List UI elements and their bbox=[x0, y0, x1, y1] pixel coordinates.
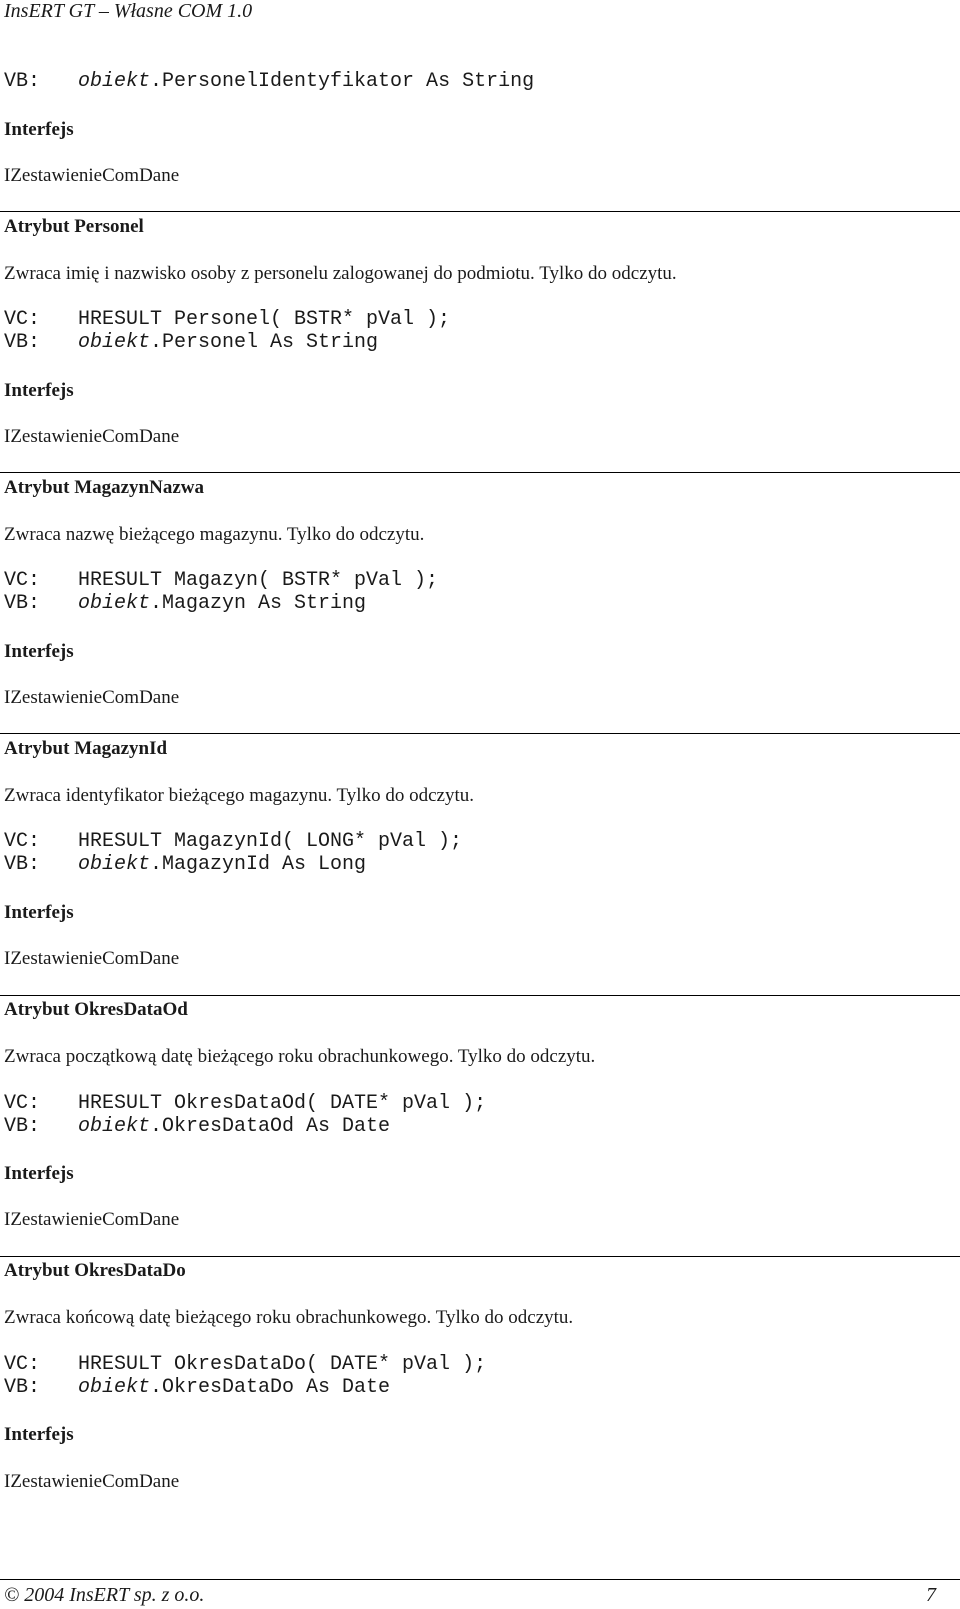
vc-line bbox=[4, 830, 462, 853]
section-title: Atrybut MagazynId bbox=[4, 738, 168, 759]
interface-label: Interfejs bbox=[4, 1163, 74, 1184]
section-description: Zwraca końcową datę bieżącego roku obrachunkowego. Tylko do odczytu. bbox=[4, 1307, 574, 1328]
vc-line bbox=[4, 1092, 486, 1115]
interface-label: Interfejs bbox=[4, 902, 74, 923]
vb-label: VB: bbox=[4, 331, 41, 354]
vb-code: .MagazynId As Long bbox=[150, 853, 367, 876]
vc-label: VC: bbox=[4, 1353, 41, 1376]
interface-label: Interfejs bbox=[4, 380, 74, 401]
vb-line bbox=[4, 331, 378, 354]
vc-line bbox=[4, 308, 450, 331]
vc-code: HRESULT Magazyn( BSTR* pVal ); bbox=[78, 569, 439, 592]
interface-name: IZestawienieComDane bbox=[4, 687, 180, 708]
section-description: Zwraca nazwę bieżącego magazynu. Tylko do odczytu. bbox=[4, 524, 425, 545]
vc-line bbox=[4, 569, 438, 592]
vb-line bbox=[4, 1376, 390, 1399]
interface-name: IZestawienieComDane bbox=[4, 426, 180, 447]
section-divider bbox=[0, 1256, 960, 1257]
vb-label: VB: bbox=[4, 592, 41, 615]
interface-name: IZestawienieComDane bbox=[4, 1209, 180, 1230]
vb-object: obiekt bbox=[78, 331, 151, 354]
vb-line bbox=[4, 592, 366, 615]
vb-label: VB: bbox=[4, 70, 41, 93]
interface-name: IZestawienieComDane bbox=[4, 948, 180, 969]
section-divider bbox=[0, 733, 960, 734]
vb-code: .OkresDataDo As Date bbox=[150, 1376, 391, 1399]
vc-label: VC: bbox=[4, 1092, 41, 1115]
vb-label: VB: bbox=[4, 1115, 41, 1138]
intro-interface-name: IZestawienieComDane bbox=[4, 165, 180, 186]
section-title: Atrybut Personel bbox=[4, 216, 144, 237]
section-divider bbox=[0, 211, 960, 212]
intro-vb-line bbox=[4, 70, 534, 93]
footer-copyright: © 2004 InsERT sp. z o.o. bbox=[4, 1584, 205, 1606]
vc-code: HRESULT OkresDataDo( DATE* pVal ); bbox=[78, 1353, 487, 1376]
interface-label: Interfejs bbox=[4, 1424, 74, 1445]
vc-label: VC: bbox=[4, 308, 41, 331]
intro-interface-label: Interfejs bbox=[4, 119, 74, 140]
section-divider bbox=[0, 995, 960, 996]
vb-object: obiekt bbox=[78, 70, 151, 93]
section-description: Zwraca imię i nazwisko osoby z personelu zalogowanej do podmiotu. Tylko do odczytu. bbox=[4, 263, 677, 284]
page-number: 7 bbox=[926, 1584, 936, 1606]
vc-code: HRESULT MagazynId( LONG* pVal ); bbox=[78, 830, 463, 853]
section-title: Atrybut OkresDataOd bbox=[4, 999, 188, 1020]
vc-label: VC: bbox=[4, 830, 41, 853]
vc-line bbox=[4, 1353, 486, 1376]
vb-line bbox=[4, 1115, 390, 1138]
vb-label: VB: bbox=[4, 1376, 41, 1399]
section-divider bbox=[0, 472, 960, 473]
vb-object: obiekt bbox=[78, 1376, 151, 1399]
document-header-title: InsERT GT – Własne COM 1.0 bbox=[4, 0, 253, 22]
interface-name: IZestawienieComDane bbox=[4, 1471, 180, 1492]
section-title: Atrybut OkresDataDo bbox=[4, 1260, 186, 1281]
vb-code: .Magazyn As String bbox=[150, 592, 367, 615]
section-description: Zwraca początkową datę bieżącego roku obrachunkowego. Tylko do odczytu. bbox=[4, 1046, 596, 1067]
vb-code: .PersonelIdentyfikator As String bbox=[150, 70, 535, 93]
section-description: Zwraca identyfikator bieżącego magazynu. Tylko do odczytu. bbox=[4, 785, 474, 806]
vb-code: .OkresDataOd As Date bbox=[150, 1115, 391, 1138]
vb-object: obiekt bbox=[78, 1115, 151, 1138]
vc-code: HRESULT Personel( BSTR* pVal ); bbox=[78, 308, 451, 331]
vb-object: obiekt bbox=[78, 853, 151, 876]
vb-object: obiekt bbox=[78, 592, 151, 615]
section-title: Atrybut MagazynNazwa bbox=[4, 477, 205, 498]
interface-label: Interfejs bbox=[4, 641, 74, 662]
vb-label: VB: bbox=[4, 853, 41, 876]
vb-code: .Personel As String bbox=[150, 331, 379, 354]
vc-code: HRESULT OkresDataOd( DATE* pVal ); bbox=[78, 1092, 487, 1115]
vc-label: VC: bbox=[4, 569, 41, 592]
vb-line bbox=[4, 853, 366, 876]
footer-divider bbox=[0, 1579, 960, 1580]
